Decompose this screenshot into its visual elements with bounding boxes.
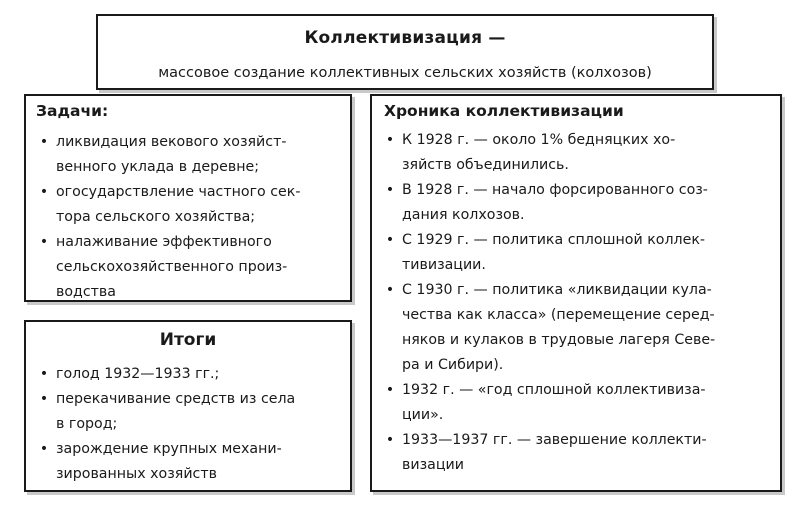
list-item-text: С 1930 г. — политика «ликвидации кула- xyxy=(402,282,712,298)
list-item-text: зированных хозяйств xyxy=(56,466,217,482)
bullet-icon: • xyxy=(39,441,49,457)
chronicle-box xyxy=(370,94,782,492)
list-item-text: зяйств объединились. xyxy=(402,157,569,173)
results-box xyxy=(24,320,352,492)
list-item-text: дания колхозов. xyxy=(402,207,525,223)
list-item-text: голод 1932—1933 гг.; xyxy=(56,366,220,382)
bullet-icon: • xyxy=(39,134,49,150)
list-item xyxy=(382,228,774,278)
bullet-icon: • xyxy=(385,132,395,148)
list-item-text: ра и Сибири). xyxy=(402,357,504,373)
bullet-icon: • xyxy=(39,234,49,250)
list-item xyxy=(382,278,774,378)
definition-box xyxy=(96,14,714,90)
list-item-text: венного уклада в деревне; xyxy=(56,159,259,175)
list-item xyxy=(36,180,344,230)
bullet-icon: • xyxy=(39,184,49,200)
list-item-text: 1932 г. — «год сплошной коллективиза- xyxy=(402,382,706,398)
bullet-icon: • xyxy=(39,366,49,382)
bullet-icon: • xyxy=(385,282,395,298)
bullet-icon: • xyxy=(385,232,395,248)
results-title: Итоги xyxy=(159,330,217,350)
list-item-text: С 1929 г. — политика сплошной коллек- xyxy=(402,232,706,248)
list-item xyxy=(382,378,774,428)
bullet-icon: • xyxy=(39,391,49,407)
list-item xyxy=(36,230,344,305)
tasks-box xyxy=(24,94,352,302)
bullet-icon: • xyxy=(385,382,395,398)
chronicle-title: Хроника коллективизации xyxy=(384,102,624,120)
list-item-text: ции». xyxy=(402,407,444,423)
bullet-icon: • xyxy=(385,432,395,448)
list-item-text: тора сельского хозяйства; xyxy=(56,209,256,225)
list-item-text: налаживание эффективного xyxy=(56,234,272,250)
list-item xyxy=(36,387,344,437)
bullet-icon: • xyxy=(385,182,395,198)
list-item-text: сельскохозяйственного произ- xyxy=(56,259,288,275)
list-item xyxy=(36,362,344,387)
list-item-text: 1933—1937 гг. — завершение коллекти- xyxy=(402,432,707,448)
list-item-text: ликвидация векового хозяйст- xyxy=(56,134,287,150)
list-item-text: в город; xyxy=(56,416,118,432)
list-item-text: зарождение крупных механи- xyxy=(56,441,282,457)
definition-text: массовое создание коллективных сельских хозяйств (колхозов) xyxy=(158,65,652,81)
list-item-text: перекачивание средств из села xyxy=(56,391,296,407)
list-item-text: визации xyxy=(402,457,464,473)
list-item-text: тивизации. xyxy=(402,257,486,273)
tasks-list xyxy=(36,130,344,305)
tasks-title: Задачи: xyxy=(36,102,109,120)
list-item xyxy=(36,437,344,487)
list-item-text: водства xyxy=(56,284,116,300)
list-item-text: няков и кулаков в трудовые лагеря Севе- xyxy=(402,332,716,348)
list-item xyxy=(382,128,774,178)
list-item-text: В 1928 г. — начало форсированного соз- xyxy=(402,182,708,198)
list-item xyxy=(382,178,774,228)
list-item xyxy=(36,130,344,180)
results-list xyxy=(36,362,344,487)
list-item-text: К 1928 г. — около 1% бедняцких хо- xyxy=(402,132,676,148)
chronicle-list xyxy=(382,128,774,478)
list-item xyxy=(382,428,774,478)
list-item-text: чества как класса» (перемещение серед- xyxy=(402,307,715,323)
list-item-text: огосударствление частного сек- xyxy=(56,184,301,200)
definition-title: Коллективизация — xyxy=(304,28,506,48)
